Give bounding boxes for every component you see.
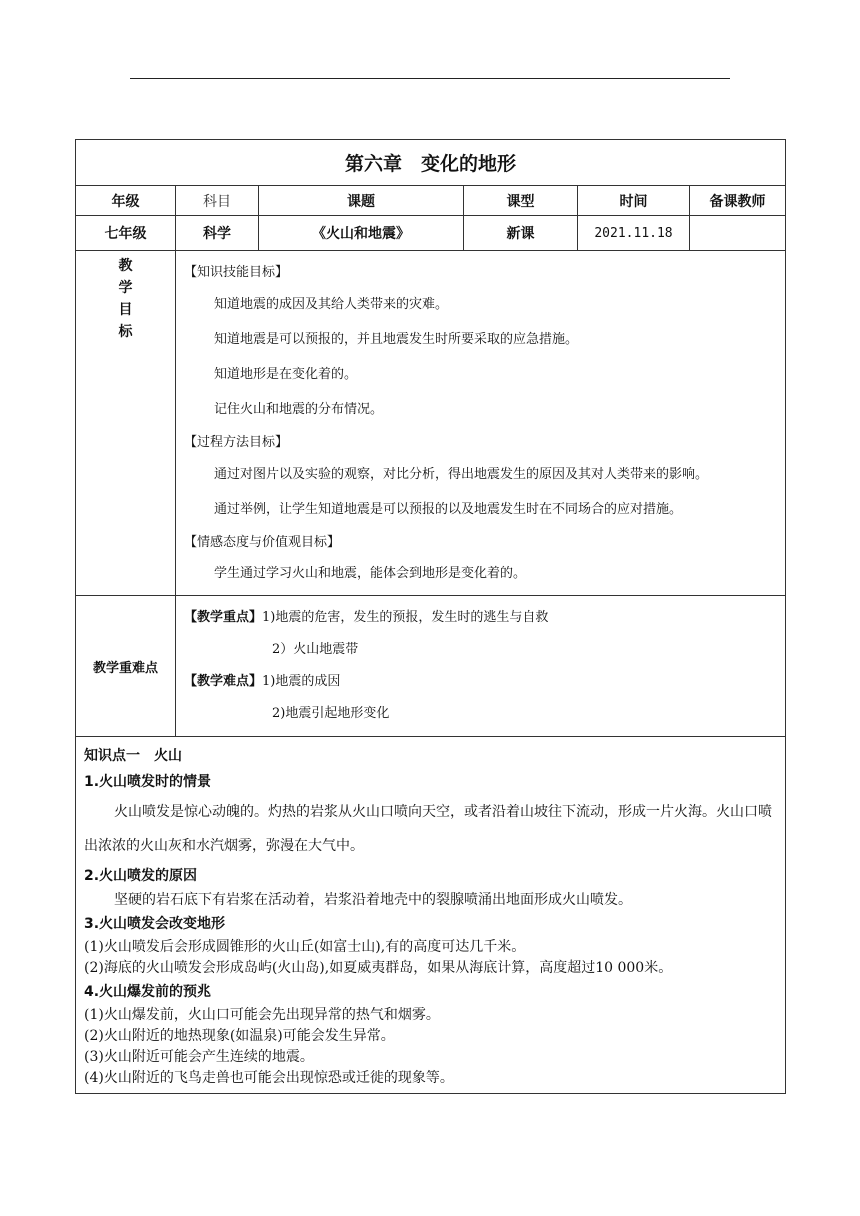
goals-label — [76, 251, 176, 596]
section-2-title: 2.火山喷发的原因 — [84, 868, 198, 884]
process-goal-item: 通过对图片以及实验的观察，对比分析，得出地震发生的原因及其对人类带来的影响。 — [214, 467, 709, 482]
goals-label-char: 目 — [118, 302, 133, 318]
section-1-text: 火山喷发是惊心动魄的。灼热的岩浆从火山口喷向天空，或者沿着山坡往下流动，形成一片火海。火山口喷出浓浓的火山灰和水汽烟雾，弥漫在大气中。 — [84, 804, 772, 854]
header-rule — [130, 78, 730, 79]
time-value: 2021.11.18 — [578, 216, 690, 251]
section-4-item: (3)火山附近可能会产生连续的地震。 — [84, 1049, 314, 1065]
goals-label-char: 学 — [118, 280, 133, 296]
knowledge-goal-item: 知道地震的成因及其给人类带来的灾难。 — [214, 297, 449, 312]
grade-label: 年级 — [76, 186, 176, 216]
teacher-value — [690, 216, 786, 251]
focus-item-1: 1)地震的危害，发生的预报，发生时的逃生与自救 — [262, 610, 549, 625]
knowledge-point-title: 知识点一 火山 — [84, 748, 182, 764]
grade-value: 七年级 — [76, 216, 176, 251]
knowledge-goal-title: 【知识技能目标】 — [184, 265, 289, 280]
topic-label: 课题 — [259, 186, 464, 216]
process-goal-item: 通过举例，让学生知道地震是可以预报的以及地震发生时在不同场合的应对措施。 — [214, 502, 683, 517]
subject-label: 科目 — [176, 186, 259, 216]
key-points-label: 教学重难点 — [76, 596, 176, 737]
time-label: 时间 — [578, 186, 690, 216]
focus-line-1 — [184, 602, 777, 634]
focus-item-2: 2）火山地震带 — [272, 642, 359, 657]
knowledge-goal-item: 知道地形是在变化着的。 — [214, 367, 358, 382]
focus-title: 【教学重点】 — [184, 610, 263, 625]
emotion-goal-title: 【情感态度与价值观目标】 — [184, 535, 341, 550]
teacher-label: 备课教师 — [690, 186, 786, 216]
type-label: 课型 — [464, 186, 578, 216]
difficulty-item-1: 1)地震的成因 — [262, 674, 341, 689]
difficulty-item-2: 2)地震引起地形变化 — [272, 706, 390, 721]
process-goal-title: 【过程方法目标】 — [184, 435, 289, 450]
knowledge-point-section — [76, 737, 786, 1094]
section-4-item: (1)火山爆发前，火山口可能会先出现异常的热气和烟雾。 — [84, 1007, 440, 1023]
goals-content — [176, 251, 786, 596]
emotion-goal-item: 学生通过学习火山和地震，能体会到地形是变化着的。 — [214, 566, 527, 581]
section-1-title: 1.火山喷发时的情景 — [84, 774, 212, 790]
section-4-title: 4.火山爆发前的预兆 — [84, 984, 212, 1000]
section-3-title: 3.火山喷发会改变地形 — [84, 916, 226, 932]
key-points-content — [176, 596, 786, 737]
goals-label-char: 教 — [118, 258, 133, 274]
chapter-title: 第六章 变化的地形 — [76, 140, 786, 186]
section-4-item: (2)火山附近的地热现象(如温泉)可能会发生异常。 — [84, 1028, 395, 1044]
section-4-item: (4)火山附近的飞鸟走兽也可能会出现惊恐或迁徙的现象等。 — [84, 1070, 454, 1086]
subject-value: 科学 — [176, 216, 259, 251]
topic-value: 《火山和地震》 — [259, 216, 464, 251]
section-3-item: (1)火山喷发后会形成圆锥形的火山丘(如富士山),有的高度可达几千米。 — [84, 939, 526, 955]
type-value: 新课 — [464, 216, 578, 251]
section-3-item: (2)海底的火山喷发会形成岛屿(火山岛),如夏威夷群岛，如果从海底计算，高度超过10 000米。 — [84, 960, 673, 976]
knowledge-goal-item: 记住火山和地震的分布情况。 — [214, 402, 384, 417]
difficulty-title: 【教学难点】 — [184, 674, 263, 689]
lesson-plan-table — [75, 139, 786, 1094]
section-2-text: 坚硬的岩石底下有岩浆在活动着，岩浆沿着地壳中的裂腺喷涌出地面形成火山喷发。 — [114, 892, 632, 908]
knowledge-goal-item: 知道地震是可以预报的，并且地震发生时所要采取的应急措施。 — [214, 332, 579, 347]
goals-label-char: 标 — [118, 324, 133, 340]
difficulty-line-1 — [184, 666, 777, 698]
